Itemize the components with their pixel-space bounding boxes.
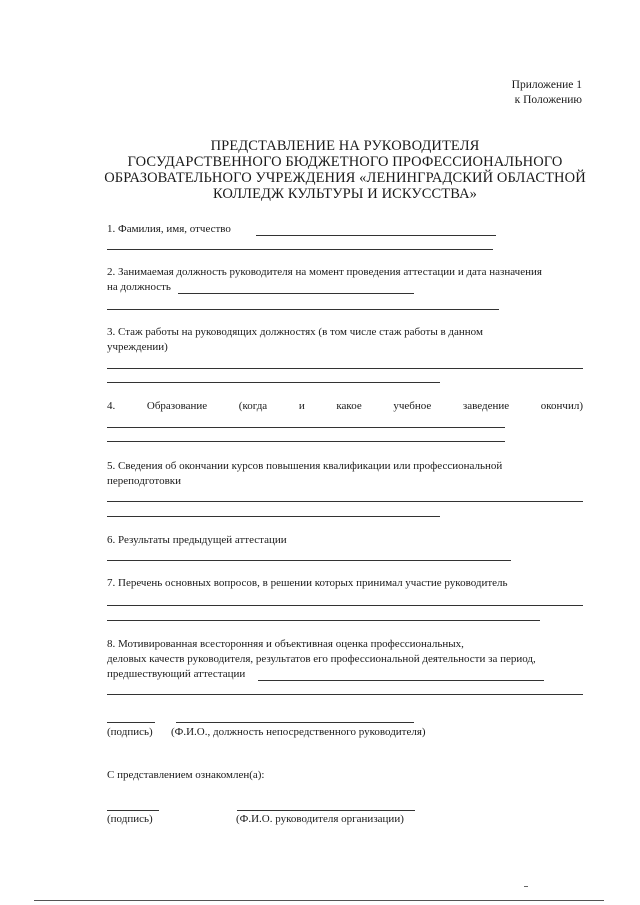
section-2-field-line[interactable] [178,293,414,294]
section-5-line-1: 5. Сведения об окончании курсов повышения квалификации или профессиональной [107,460,503,472]
section-4-word: учебное [393,400,432,412]
section-8-line-3: предшествующий аттестации [107,668,246,680]
acquainted-text: С представлением ознакомлен(а): [107,769,265,781]
section-2-line-2: на должность [107,281,171,293]
section-5-field-line-2[interactable] [107,516,440,517]
section-3-line-1: 3. Стаж работы на руководящих должностях (в том числе стаж работы в данном [107,326,483,338]
title-line-4: КОЛЛЕДЖ КУЛЬТУРЫ И ИСКУССТВА» [212,186,478,202]
section-4-field-line[interactable] [107,427,505,428]
section-8-field-line-2[interactable] [107,694,583,695]
appendix-line-1: Приложение 1 [511,79,582,91]
supervisor-caption: (Ф.И.О., должность непосредственного руководителя) [171,726,426,738]
director-name-line[interactable] [237,810,415,811]
section-7-field-line-2[interactable] [107,620,540,621]
section-5-line-2: переподготовки [107,475,181,487]
section-5-field-line[interactable] [107,501,583,502]
title-line-1: ПРЕДСТАВЛЕНИЕ НА РУКОВОДИТЕЛЯ [210,138,480,154]
signature-caption-1: (подпись) [107,726,153,738]
section-4-word: заведение [462,400,510,412]
section-4-label [107,399,583,414]
document-title [100,138,590,202]
section-3-field-line-2[interactable] [107,382,440,383]
page-bottom-rule [34,900,604,901]
section-4-word: какое [336,400,362,412]
signature-line-1[interactable] [107,722,155,723]
supervisor-name-line[interactable] [176,722,414,723]
section-2-line-1: 2. Занимаемая должность руководителя на момент проведения аттестации и дата назначения [107,266,542,278]
section-3-line-2: учреждении) [107,341,168,353]
section-4-word: окончил) [540,400,583,412]
section-4-word: Образование [146,400,208,412]
scan-mark [524,886,528,887]
section-4-word: (когда [238,400,268,412]
section-8-line-2: деловых качеств руководителя, результатов его профессиональной деятельности за период, [107,653,536,665]
section-4-field-line-2[interactable] [107,441,505,442]
section-7-label: 7. Перечень основных вопросов, в решении которых принимал участие руководитель [107,577,508,589]
section-6-label: 6. Результаты предыдущей аттестации [107,534,287,546]
section-6-field-line[interactable] [107,560,511,561]
signature-caption-2: (подпись) [107,813,153,825]
section-1-field-line[interactable] [256,235,496,236]
section-1-field-line-2[interactable] [107,249,493,250]
title-line-3: ОБРАЗОВАТЕЛЬНОГО УЧРЕЖДЕНИЯ «ЛЕНИНГРАДСКИЙ ОБЛАСТНОЙ [104,170,586,186]
title-line-2: ГОСУДАРСТВЕННОГО БЮДЖЕТНОГО ПРОФЕССИОНАЛЬНОГО [127,154,563,170]
section-3-field-line[interactable] [107,368,583,369]
appendix-line-2: к Положению [514,94,582,106]
section-8-field-line[interactable] [258,680,544,681]
section-1-label: 1. Фамилия, имя, отчество [107,223,231,235]
section-2-field-line-2[interactable] [107,309,499,310]
section-7-field-line[interactable] [107,605,583,606]
signature-line-2[interactable] [107,810,159,811]
director-caption: (Ф.И.О. руководителя организации) [236,813,404,825]
section-8-line-1: 8. Мотивированная всесторонняя и объективная оценка профессиональных, [107,638,464,650]
appendix-note [382,78,582,108]
section-4-word: 4. [107,400,116,412]
section-4-word: и [298,400,305,412]
